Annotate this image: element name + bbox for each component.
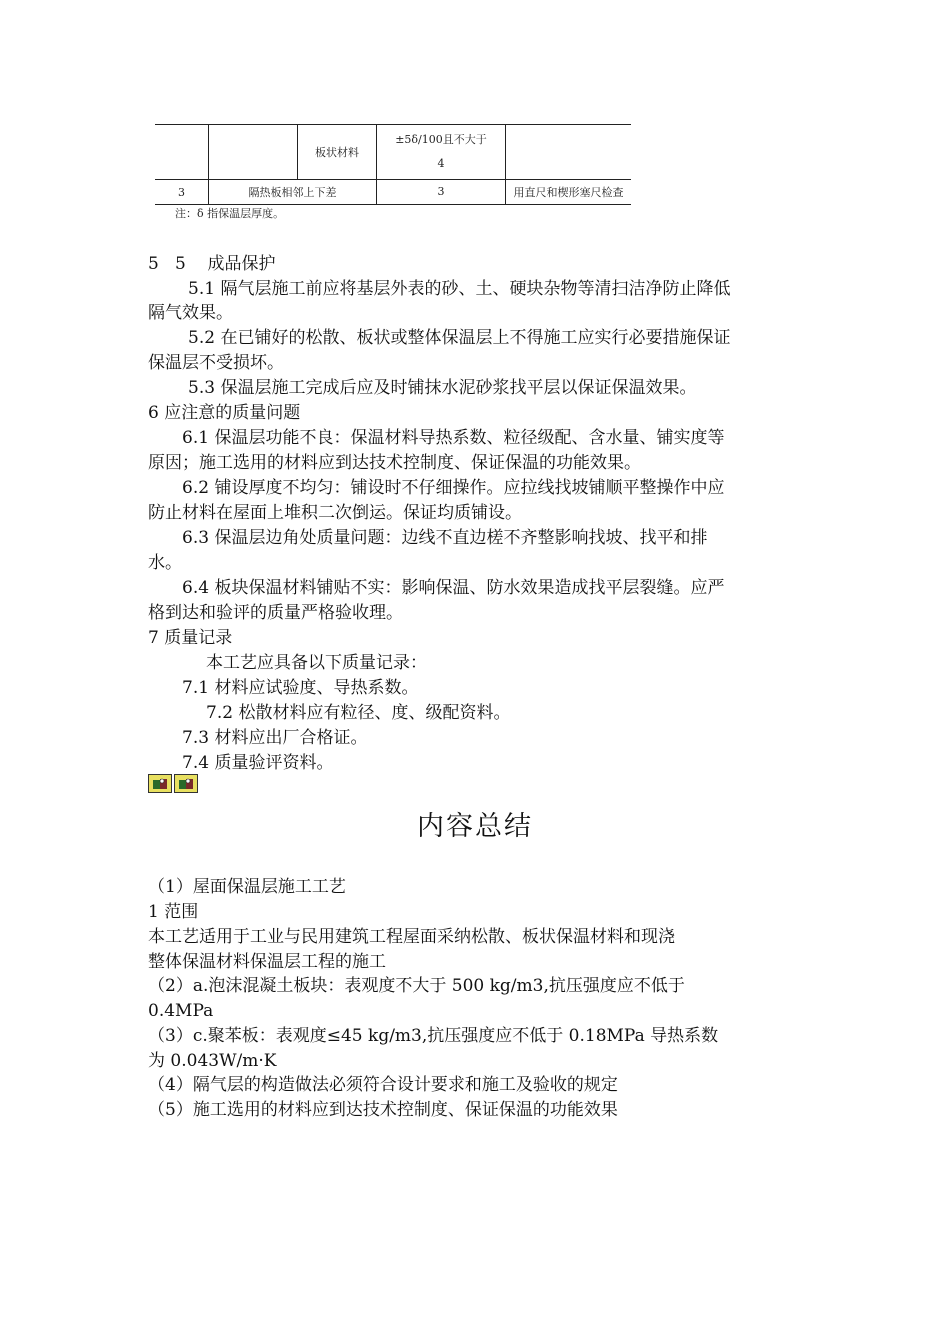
book-icon [174,774,198,793]
summary-line: 本工艺适用于工业与民用建筑工程屋面采纳松散、板状保温材料和现浇 [148,927,675,947]
book-icon [148,774,172,793]
paragraph-line: 本工艺应具备以下质量记录： [206,653,427,673]
paragraph-line: 防止材料在屋面上堆积二次倒运。保证均质铺设。 [148,503,522,523]
summary-line: （1）屋面保温层施工工艺 [148,877,346,897]
table-cell: 用直尺和楔形塞尺检查 [506,180,632,205]
paragraph-line: 格到达和验评的质量严格验收理。 [148,603,403,623]
paragraph-line: 7.3 材料应出厂合格证。 [182,728,368,748]
summary-line: （5）施工选用的材料应到达技术控制度、保证保温的功能效果 [148,1100,618,1120]
table-cell [377,125,506,180]
summary-line: 为 0.043W/m·K [148,1051,277,1071]
table-cell [506,125,632,180]
section-heading: 6 应注意的质量问题 [148,403,301,423]
paragraph-line: 水。 [148,553,182,573]
table-cell [209,125,298,180]
paragraph-line: 隔气效果。 [148,303,233,323]
icon-strip [148,774,200,793]
table-cell: 板状材料 [298,125,377,180]
section-heading: 7 质量记录 [148,628,233,648]
paragraph-line: 6.3 保温层边角处质量问题：边线不直边槎不齐整影响找坡、找平和排 [182,528,708,548]
summary-line: 整体保温材料保温层工程的施工 [148,952,386,972]
paragraph-line: 6.1 保温层功能不良：保温材料导热系数、粒径级配、含水量、铺实度等 [182,428,725,448]
summary-line: （3）c.聚苯板：表观度≤45 kg/m3,抗压强度应不低于 0.18MPa 导热系数 [148,1026,719,1046]
table-row [155,125,631,180]
paragraph-line: 6.4 板块保温材料铺贴不实：影响保温、防水效果造成找平层裂缝。应严 [182,578,725,598]
paragraph-line: 7.1 材料应试验度、导热系数。 [182,678,419,698]
paragraph-line: 7.4 质量验评资料。 [182,753,334,773]
section-heading: 5 5 成品保护 [148,254,276,274]
table-cell: 隔热板相邻上下差 [209,180,377,205]
table-note: 注：δ 指保温层厚度。 [175,207,285,220]
table-cell: 3 [155,180,209,205]
paragraph-line: 5.3 保温层施工完成后应及时铺抹水泥砂浆找平层以保证保温效果。 [188,378,697,398]
paragraph-line: 6.2 铺设厚度不均匀：铺设时不仔细操作。应拉线找坡铺顺平整操作中应 [182,478,725,498]
paragraph-line: 5.1 隔气层施工前应将基层外表的砂、土、硬块杂物等清扫洁净防止降低 [188,279,731,299]
quality-table [155,124,631,205]
paragraph-line: 原因；施工选用的材料应到达技术控制度、保证保温的功能效果。 [148,453,641,473]
tolerance-line-1: ±5δ/100且不大于 [395,133,487,146]
paragraph-line: 保温层不受损坏。 [148,353,284,373]
summary-title: 内容总结 [417,811,533,842]
summary-line: 1 范围 [148,902,199,922]
tolerance-line-2: 4 [437,157,445,170]
paragraph-line: 7.2 松散材料应有粒径、度、级配资料。 [206,703,511,723]
table-cell [155,125,209,180]
summary-line: （2）a.泡沫混凝土板块：表观度不大于 500 kg/m3,抗压强度应不低于 [148,976,685,996]
summary-line: （4）隔气层的构造做法必须符合设计要求和施工及验收的规定 [148,1075,618,1095]
table-cell: 3 [377,180,506,205]
table-row [155,180,631,205]
summary-line: 0.4MPa [148,1001,214,1021]
paragraph-line: 5.2 在已铺好的松散、板状或整体保温层上不得施工应实行必要措施保证 [188,328,731,348]
